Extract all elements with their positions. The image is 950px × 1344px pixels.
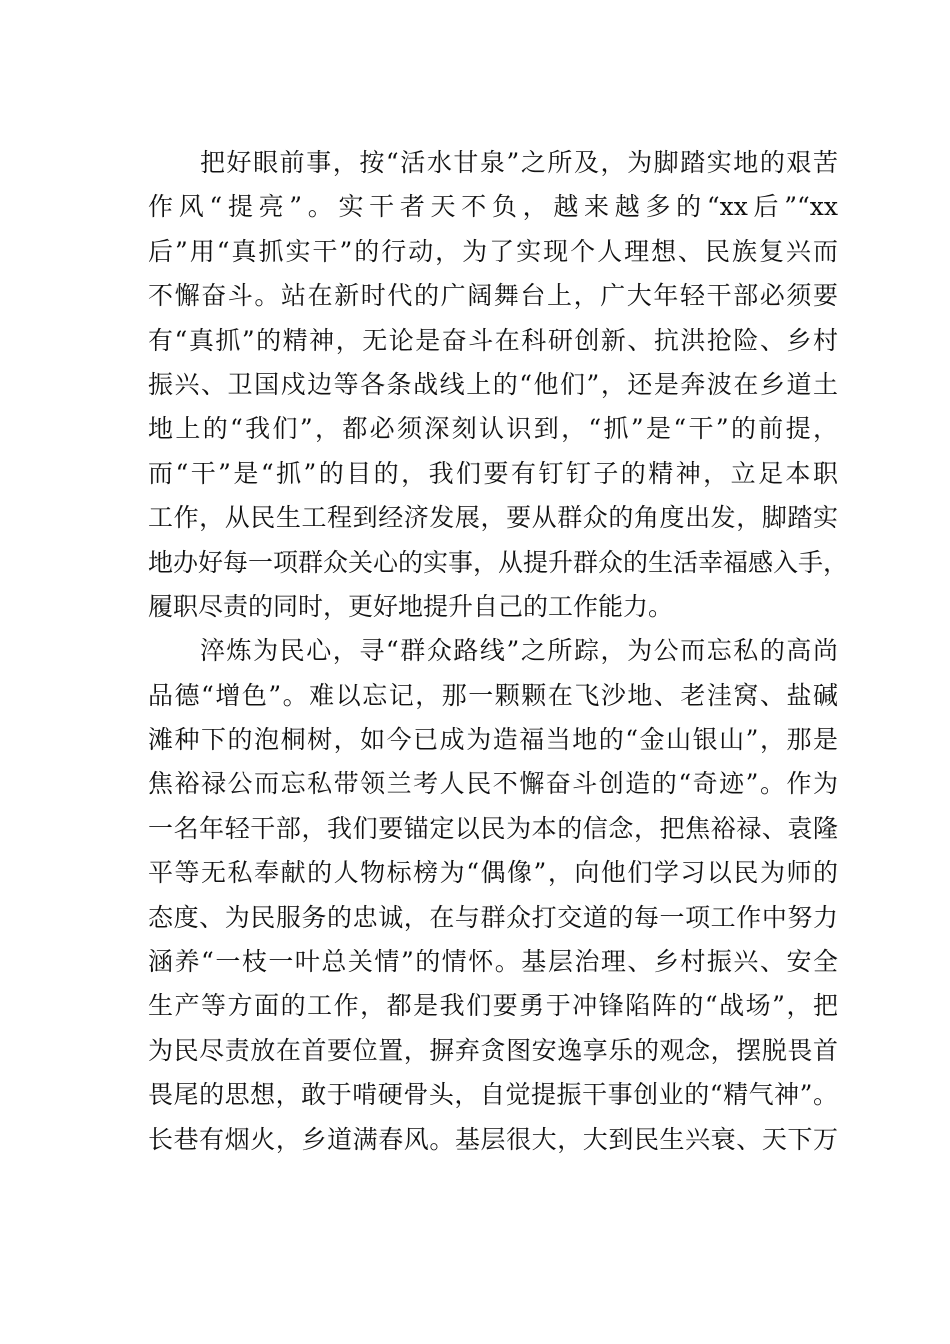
- text-line: 地办好每一项群众关心的实事，从提升群众的生活幸福感入手，: [148, 547, 849, 577]
- text-line: 焦裕禄公而忘私带领兰考人民不懈奋斗创造的“奇迹”。作为: [148, 769, 838, 799]
- text-line: 而“干”是“抓”的目的，我们要有钉钉子的精神，立足本职: [148, 458, 838, 488]
- text-line: 畏尾的思想，敢于啃硬骨头，自觉提振干事创业的“精气神”。: [148, 1080, 838, 1110]
- text-line: 为民尽责放在首要位置，摒弃贪图安逸享乐的观念，摆脱畏首: [148, 1035, 838, 1065]
- text-line: 品德“增色”。难以忘记，那一颗颗在飞沙地、老洼窝、盐碱: [148, 680, 838, 710]
- text-line: 工作，从民生工程到经济发展，要从群众的角度出发，脚踏实: [148, 503, 838, 533]
- text-line: 有“真抓”的精神，无论是奋斗在科研创新、抗洪抢险、乡村: [148, 325, 838, 355]
- text-line: 地上的“我们”，都必须深刻认识到，“抓”是“干”的前提，: [148, 414, 838, 444]
- text-line: 涵养“一枝一叶总关情”的情怀。基层治理、乡村振兴、安全: [148, 947, 838, 977]
- text-line: 淬炼为民心，寻“群众路线”之所踪，为公而忘私的高尚: [200, 636, 838, 666]
- text-line: 滩种下的泡桐树，如今已成为造福当地的“金山银山”，那是: [148, 725, 838, 755]
- text-line: 后”用“真抓实干”的行动，为了实现个人理想、民族复兴而: [148, 236, 838, 266]
- text-line: 一名年轻干部，我们要锚定以民为本的信念，把焦裕禄、袁隆: [148, 813, 838, 843]
- text-line: 态度、为民服务的忠诚，在与群众打交道的每一项工作中努力: [148, 902, 838, 932]
- text-line: 作风“提亮”。实干者天不负，越来越多的“xx后”“xx: [148, 192, 838, 222]
- text-line: 长巷有烟火，乡道满春风。基层很大，大到民生兴衰、天下万: [148, 1124, 838, 1154]
- text-line: 把好眼前事，按“活水甘泉”之所及，为脚踏实地的艰苦: [200, 148, 838, 177]
- text-line: 履职尽责的同时，更好地提升自己的工作能力。: [148, 591, 674, 621]
- text-line: 振兴、卫国戍边等各条战线上的“他们”，还是奔波在乡道土: [148, 369, 838, 399]
- text-line: 平等无私奉献的人物标榜为“偶像”，向他们学习以民为师的: [148, 858, 838, 888]
- paragraph-1: [148, 141, 849, 629]
- document-body: [148, 141, 849, 1162]
- text-line: 不懈奋斗。站在新时代的广阔舞台上，广大年轻干部必须要: [148, 281, 838, 311]
- paragraph-2: [148, 629, 838, 1162]
- text-line: 生产等方面的工作，都是我们要勇于冲锋陷阵的“战场”，把: [148, 991, 838, 1021]
